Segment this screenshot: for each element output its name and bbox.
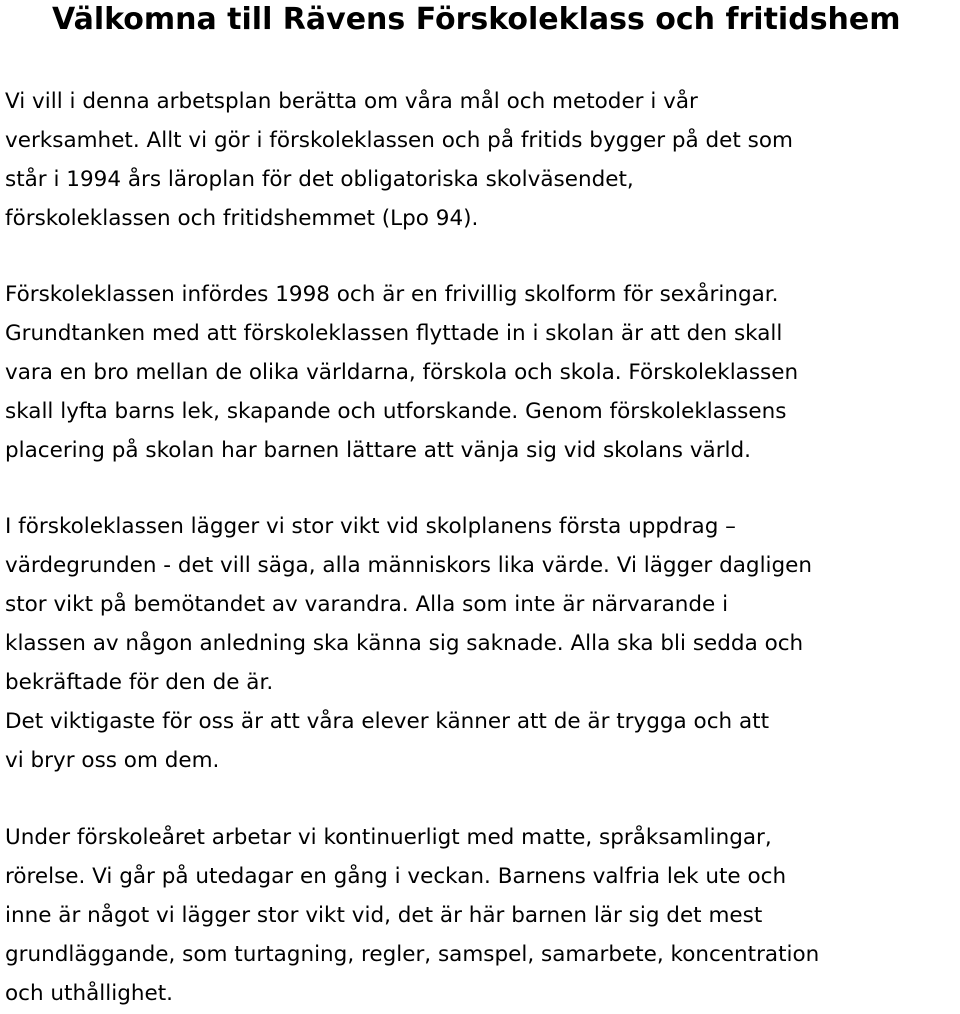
text-line: och uthållighet. [5, 981, 173, 1006]
text-line: bekräftade för den de är. [5, 670, 274, 695]
paragraph-vardegrund [5, 507, 955, 702]
text-line: vi bryr oss om dem. [5, 748, 220, 773]
text-line: förskoleklassen och fritidshemmet (Lpo 94). [5, 206, 479, 231]
text-line: I förskoleklassen lägger vi stor vikt vid skolplanens första uppdrag – [5, 514, 736, 539]
text-line: stor vikt på bemötandet av varandra. Alla som inte är närvarande i [5, 592, 729, 617]
paragraph-intro [5, 82, 955, 238]
paragraph-forskoleklass [5, 275, 955, 470]
text-line: Förskoleklassen infördes 1998 och är en frivillig skolform för sexåringar. [5, 282, 779, 307]
text-line: Under förskoleåret arbetar vi kontinuerligt med matte, språksamlingar, [5, 825, 772, 850]
text-line: klassen av någon anledning ska känna sig saknade. Alla ska bli sedda och [5, 631, 804, 656]
text-line: värdegrunden - det vill säga, alla människors lika värde. Vi lägger dagligen [5, 553, 813, 578]
paragraph-forskolearet [5, 818, 955, 1013]
text-line: vara en bro mellan de olika världarna, förskola och skola. Förskoleklassen [5, 360, 799, 385]
text-line: Det viktigaste för oss är att våra elever känner att de är trygga och att [5, 709, 770, 734]
text-line: skall lyfta barns lek, skapande och utforskande. Genom förskoleklassens [5, 399, 787, 424]
text-line: grundläggande, som turtagning, regler, samspel, samarbete, koncentration [5, 942, 820, 967]
text-line: inne är något vi lägger stor vikt vid, det är här barnen lär sig det mest [5, 903, 763, 928]
text-line: Vi vill i denna arbetsplan berätta om våra mål och metoder i vår [5, 89, 698, 114]
text-line: verksamhet. Allt vi gör i förskoleklassen och på fritids bygger på det som [5, 128, 793, 153]
text-line: Grundtanken med att förskoleklassen flyttade in i skolan är att den skall [5, 321, 783, 346]
text-line: rörelse. Vi går på utedagar en gång i veckan. Barnens valfria lek ute och [5, 864, 787, 889]
page-title: Välkomna till Rävens Förskoleklass och fritidshem [52, 2, 901, 37]
paragraph-trygghet [5, 702, 955, 780]
text-line: placering på skolan har barnen lättare att vänja sig vid skolans värld. [5, 438, 752, 463]
text-line: står i 1994 års läroplan för det obligatoriska skolväsendet, [5, 167, 634, 192]
